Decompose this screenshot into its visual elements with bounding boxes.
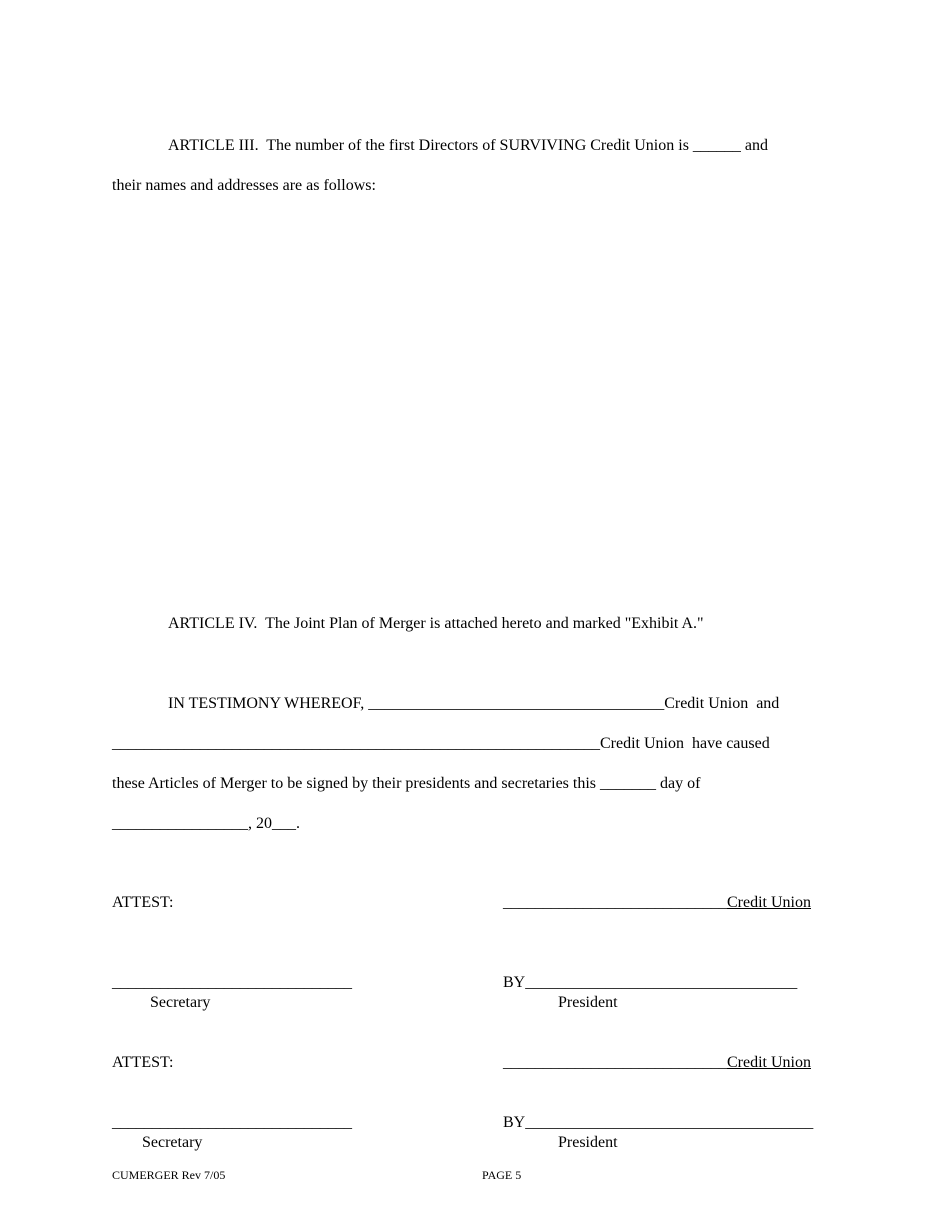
footer-page-number: PAGE 5 [482, 1168, 522, 1182]
article-3-line-2: their names and addresses are as follows: [112, 177, 376, 194]
testimony-line-2-text: Credit Union have caused [600, 735, 770, 752]
president-signature-line-2: BY____________________________________ [503, 1114, 814, 1131]
president-label-2: President [558, 1134, 618, 1151]
testimony-line-3: these Articles of Merger to be signed by their presidents and secretaries this _______ day of [112, 775, 701, 792]
secretary-signature-line-1: ______________________________ [112, 974, 352, 991]
credit-union-blank-1: ____________________________ [503, 894, 727, 911]
secretary-label-2: Secretary [142, 1134, 203, 1151]
article-4-line-1: ARTICLE IV. The Joint Plan of Merger is attached hereto and marked "Exhibit A." [168, 615, 704, 632]
president-signature-line-1: BY__________________________________ [503, 974, 798, 991]
attest-label-2: ATTEST: [112, 1054, 174, 1071]
testimony-line-2 [112, 734, 770, 754]
secretary-label-1: Secretary [150, 994, 211, 1011]
credit-union-line-2 [503, 1053, 811, 1073]
attest-label-1: ATTEST: [112, 894, 174, 911]
testimony-line-2-blank: _____________________________________________________________ [112, 735, 600, 752]
president-label-1: President [558, 994, 618, 1011]
article-3-line-1: ARTICLE III. The number of the first Directors of SURVIVING Credit Union is ______ and [168, 137, 769, 154]
credit-union-blank-2: ____________________________ [503, 1054, 727, 1071]
testimony-line-1: IN TESTIMONY WHEREOF, _____________________________________Credit Union and [168, 695, 780, 712]
testimony-line-4: _________________, 20___. [112, 815, 300, 832]
credit-union-line-1 [503, 893, 811, 913]
secretary-signature-line-2: ______________________________ [112, 1114, 352, 1131]
footer-form-id: CUMERGER Rev 7/05 [112, 1168, 226, 1182]
credit-union-label-1: Credit Union [727, 894, 811, 911]
credit-union-label-2: Credit Union [727, 1054, 811, 1071]
